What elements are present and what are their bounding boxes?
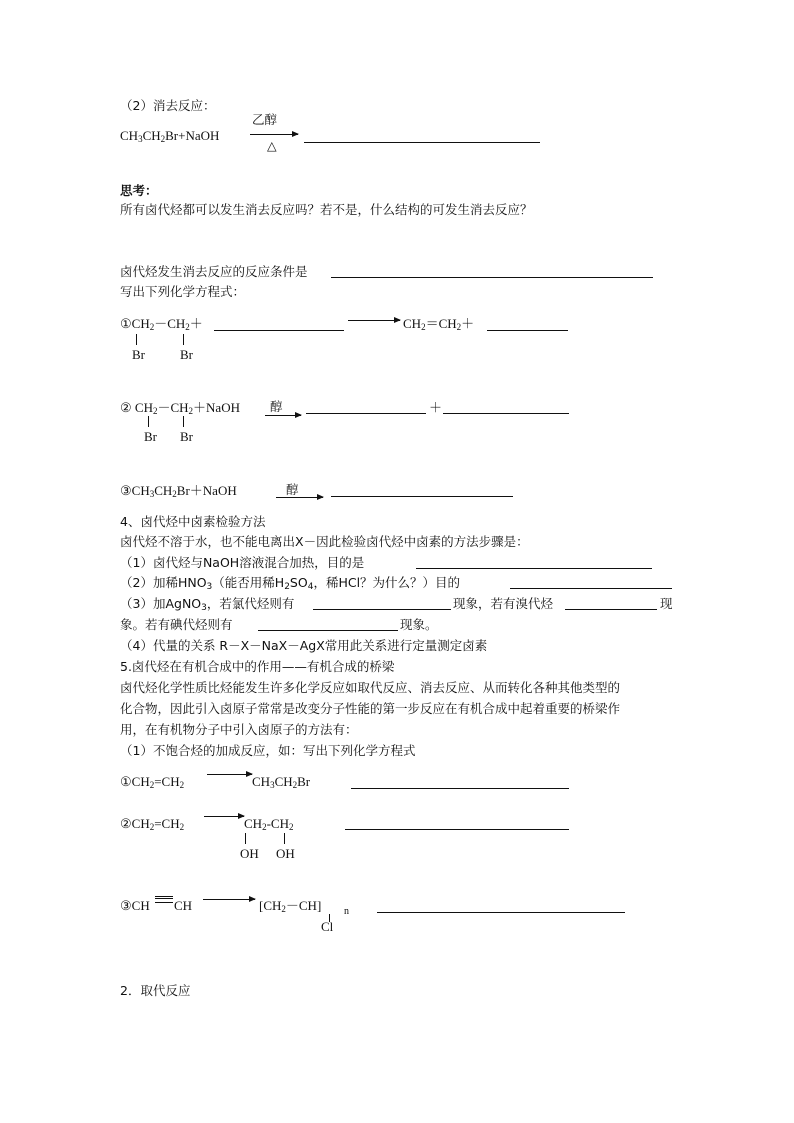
- section-5-item1: （1）不饱合烃的加成反应，如：写出下列化学方程式: [120, 743, 416, 758]
- step-1: （1）卤代烃与NaOH溶液混合加热，目的是: [120, 555, 365, 570]
- reaction-arrow: [250, 134, 298, 135]
- reaction-arrow: [276, 497, 323, 498]
- answer-blank[interactable]: [331, 496, 513, 497]
- step-2: （2）加稀$HNO_3$（能否用稀$H_2SO_4$，稀HCl？为什么？）目的: [120, 575, 461, 592]
- answer-blank[interactable]: [304, 142, 540, 143]
- answer-blank[interactable]: [565, 609, 657, 610]
- bond-line: [183, 416, 184, 427]
- substituent-br: Br: [144, 429, 157, 444]
- section-5-para: 化合物，因此引入卤原子常常是改变分子性能的第一步反应在有机合成中起着重要的桥梁作: [120, 701, 621, 716]
- reaction-arrow: [207, 774, 252, 775]
- step-3-cont: 现象，若有溴代烃: [453, 596, 554, 611]
- condition-ethanol: 乙醇: [252, 112, 278, 127]
- reaction-arrow: [265, 415, 301, 416]
- r3-left-ch: CH: [174, 898, 193, 913]
- section-4-intro: 卤代烃不溶于水，也不能电离出X－因此检验卤代烃中卤素的方法步骤是：: [120, 534, 529, 549]
- answer-blank[interactable]: [313, 609, 451, 610]
- reaction-arrow: [204, 816, 244, 817]
- substituent-br: Br: [180, 347, 193, 362]
- section-title-elimination: （2）消去反应：: [120, 98, 216, 113]
- section-5-para: 用，在有机物分子中引入卤原子的方法有：: [120, 722, 358, 737]
- answer-blank[interactable]: [351, 788, 569, 789]
- bond-line: [183, 334, 184, 345]
- reactants-formula: $CH_3CH_2Br+NaOH$: [120, 128, 220, 144]
- answer-blank[interactable]: [416, 568, 652, 569]
- step-3: （3）加AgNO$_3$，若氯代烃则有: [120, 596, 295, 613]
- triple-bond-middle: [155, 898, 173, 899]
- bond-line: [245, 833, 246, 844]
- answer-blank[interactable]: [487, 330, 568, 331]
- bond-line: [148, 416, 149, 427]
- substituent-br: Br: [180, 429, 193, 444]
- condition-question: 卤代烃发生消去反应的反应条件是: [120, 264, 308, 279]
- eq2-left: ② $CH_2-CH_2+NaOH$: [120, 400, 240, 416]
- answer-blank[interactable]: [306, 413, 426, 414]
- r3-polymer: $[CH_2-CH]$: [259, 898, 322, 914]
- condition-alcohol: 醇: [270, 399, 283, 414]
- eq3-left: $③CH_3CH_2Br+NaOH$: [120, 483, 237, 499]
- answer-blank[interactable]: [345, 829, 569, 830]
- substituent-cl: Cl: [321, 919, 334, 934]
- substituent-oh: OH: [276, 846, 295, 861]
- r3-left: ③CH: [120, 898, 150, 913]
- answer-blank[interactable]: [331, 277, 653, 278]
- polymer-n: n: [344, 906, 349, 917]
- r2-left: $②CH_2=CH_2$: [120, 816, 185, 832]
- substituent-oh: OH: [240, 846, 259, 861]
- step-4: （4）代量的关系 R－X－NaX－AgX常用此关系进行定量测定卤素: [120, 638, 488, 653]
- answer-blank[interactable]: [377, 912, 625, 913]
- bond-line: [136, 334, 137, 345]
- step-3-cont2: 现: [660, 596, 673, 611]
- section-substitution: 2．取代反应: [120, 983, 191, 998]
- r1-left: $①CH_2=CH_2$: [120, 774, 185, 790]
- r1-product: $CH_3CH_2Br$: [252, 774, 311, 790]
- bond-line: [284, 833, 285, 844]
- plus-sign: ＋: [429, 400, 443, 415]
- eq1-product: $CH_2=CH_2+$: [403, 316, 475, 332]
- reaction-arrow: [348, 320, 400, 321]
- answer-blank[interactable]: [214, 330, 344, 331]
- section-5-para: 卤代烃化学性质比烃能发生许多化学反应如取代反应、消去反应、从而转化各种其他类型的: [120, 680, 621, 695]
- eq1-left: $①CH_2-CH_2+$: [120, 316, 203, 332]
- answer-blank[interactable]: [443, 413, 569, 414]
- think-question: 所有卤代烃都可以发生消去反应吗？若不是，什么结构的可发生消去反应？: [120, 202, 533, 217]
- substituent-br: Br: [132, 347, 145, 362]
- answer-blank[interactable]: [510, 588, 672, 589]
- reaction-arrow: [203, 899, 255, 900]
- think-heading: 思考：: [120, 183, 158, 198]
- r2-product: $CH_2-CH_2$: [244, 816, 294, 832]
- step-3-end: 现象。: [400, 617, 438, 632]
- condition-heat: △: [267, 138, 277, 153]
- section-4-title: 4、卤代烃中卤素检验方法: [120, 514, 266, 529]
- condition-alcohol: 醇: [286, 482, 299, 497]
- write-equations-label: 写出下列化学方程式：: [120, 284, 246, 299]
- section-5-title: 5.卤代烃在有机合成中的作用——有机合成的桥梁: [120, 659, 395, 674]
- answer-blank[interactable]: [258, 630, 398, 631]
- step-3-line2: 象。若有碘代烃则有: [120, 617, 233, 632]
